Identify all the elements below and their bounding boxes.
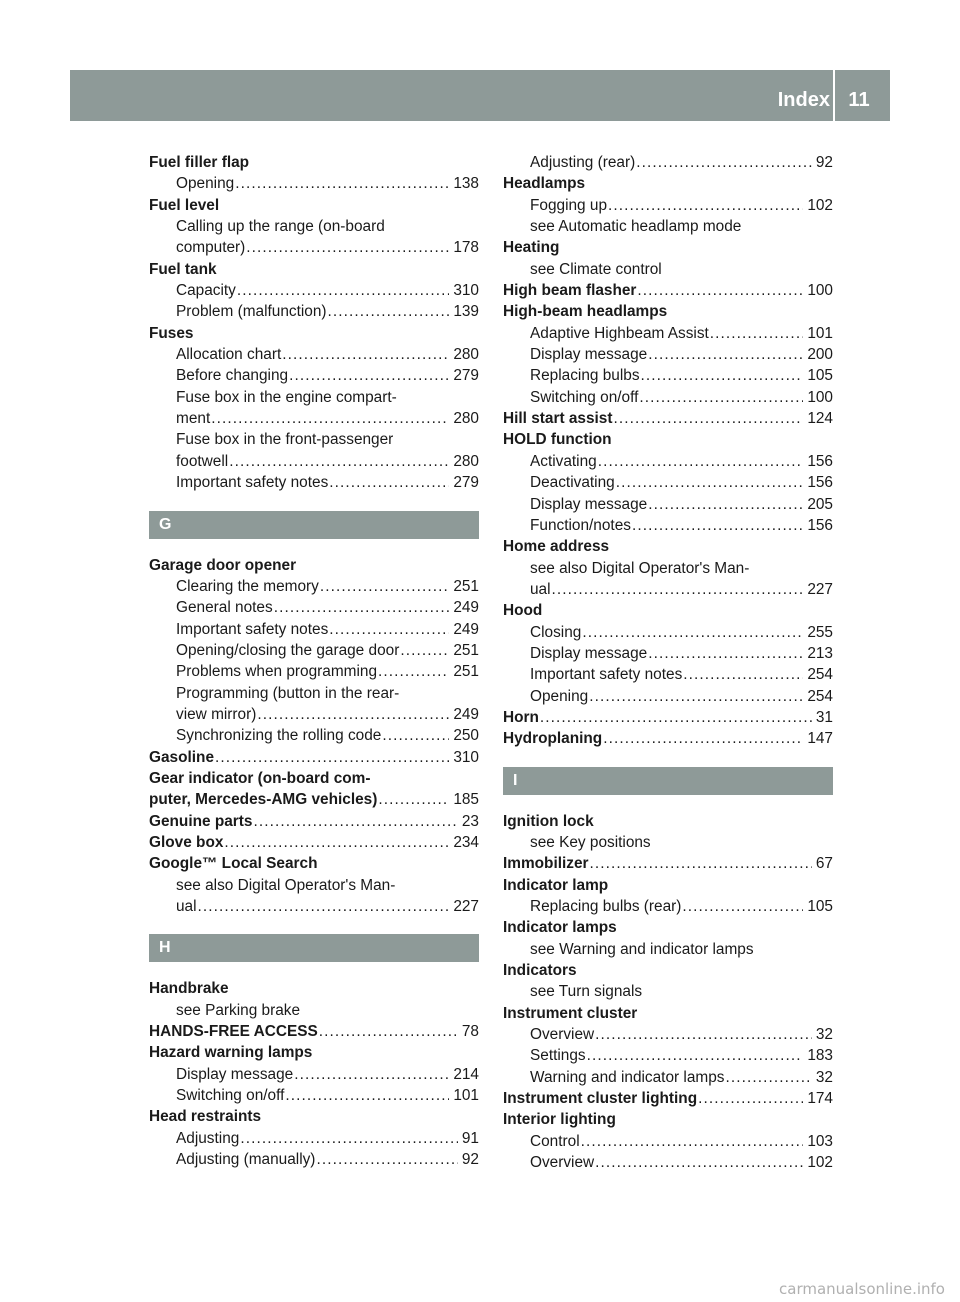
index-subentry[interactable] (149, 173, 479, 194)
page-reference[interactable]: 227 (453, 898, 479, 915)
index-subentry (149, 875, 479, 896)
entry-label: Display message (176, 1065, 294, 1083)
page-reference[interactable]: 156 (807, 474, 833, 492)
entry-label: Home address (503, 538, 610, 556)
page-reference[interactable]: 139 (453, 303, 479, 321)
index-subentry[interactable] (503, 1131, 833, 1152)
dot-leader (631, 515, 803, 536)
page-reference[interactable]: 105 (807, 898, 833, 915)
entry-label: Switching on/off (530, 388, 639, 406)
page-reference[interactable]: 100 (807, 388, 833, 406)
entry-label: Allocation chart (176, 346, 282, 364)
index-subentry (149, 387, 479, 408)
dot-leader (328, 619, 449, 640)
index-entry (503, 173, 833, 194)
entry-label: Google™ Local Search (149, 855, 318, 873)
page-reference[interactable]: 213 (807, 644, 833, 662)
entry-label: Instrument cluster lighting (503, 1090, 698, 1108)
dot-leader (647, 344, 803, 365)
entry-label: Adaptive Highbeam Assist (530, 324, 709, 342)
page-reference[interactable]: 280 (453, 452, 479, 470)
dot-leader (234, 173, 449, 194)
entry-label: Garage door opener (149, 556, 297, 574)
index-subentry[interactable] (149, 597, 479, 618)
entry-label: Warning and indicator lamps (530, 1068, 725, 1086)
index-subentry[interactable] (149, 1064, 479, 1085)
entry-label: Synchronizing the rolling code (176, 727, 382, 745)
page-reference[interactable]: 103 (807, 1132, 833, 1150)
index-subentry[interactable] (503, 344, 833, 365)
entry-label: Activating (530, 452, 597, 470)
index-entry (149, 323, 479, 344)
dot-leader (551, 579, 804, 600)
index-entry (503, 301, 833, 322)
index-entry[interactable] (503, 280, 833, 301)
entry-label: Gear indicator (on-board com- (149, 769, 371, 787)
index-entry[interactable] (149, 789, 479, 810)
index-subentry[interactable] (503, 451, 833, 472)
index-subentry[interactable] (149, 704, 479, 725)
entry-label: computer) (176, 239, 246, 257)
index-entry (149, 1042, 479, 1063)
page-reference[interactable]: 92 (815, 154, 833, 171)
index-subentry[interactable] (503, 1152, 833, 1173)
page-reference[interactable]: 254 (807, 687, 833, 705)
index-subentry[interactable] (149, 640, 479, 661)
page-reference[interactable]: 255 (807, 623, 833, 641)
index-entry (503, 1003, 833, 1024)
index-subentry (503, 981, 833, 1002)
index-subentry[interactable] (503, 579, 833, 600)
entry-label: Adjusting (manually) (176, 1151, 316, 1169)
page-reference[interactable]: 78 (461, 1023, 479, 1041)
entry-label: Genuine parts (149, 812, 253, 830)
page-reference[interactable]: 102 (807, 196, 833, 214)
entry-label: Handbrake (149, 980, 229, 998)
dot-leader (581, 622, 803, 643)
entry-label: HOLD function (503, 431, 612, 449)
index-entry (503, 429, 833, 450)
entry-label: Important safety notes (530, 666, 683, 684)
entry-label: Headlamps (503, 175, 586, 193)
entry-label: ual (530, 580, 551, 598)
page-reference[interactable]: 91 (461, 1129, 479, 1147)
index-entry[interactable] (149, 747, 479, 768)
dot-leader (647, 494, 803, 515)
page-reference[interactable]: 251 (453, 577, 479, 595)
index-entry (503, 600, 833, 621)
page-reference[interactable]: 174 (807, 1090, 833, 1108)
dot-leader (315, 1149, 457, 1170)
index-subentry (149, 1000, 479, 1021)
entry-label: Hill start assist (503, 410, 613, 428)
dot-leader (377, 789, 449, 810)
entry-label: Indicators (503, 962, 577, 980)
dot-leader (381, 725, 449, 746)
entry-label: see Automatic headlamp mode (530, 218, 742, 236)
dot-leader (594, 1024, 812, 1045)
index-subentry[interactable] (503, 365, 833, 386)
entry-label: Horn (503, 708, 539, 726)
entry-label: Hazard warning lamps (149, 1044, 313, 1062)
dot-leader (580, 1131, 804, 1152)
dot-leader (319, 576, 449, 597)
entry-label: Head restraints (149, 1108, 262, 1126)
entry-label: Glove box (149, 833, 224, 851)
entry-label: Overview (530, 1026, 595, 1044)
index-entry (503, 237, 833, 258)
index-entry (149, 152, 479, 173)
page-reference[interactable]: 124 (807, 410, 833, 428)
page-reference[interactable]: 280 (453, 410, 479, 428)
entry-label: High beam flasher (503, 282, 637, 300)
index-subentry[interactable] (503, 387, 833, 408)
index-subentry[interactable] (149, 1128, 479, 1149)
page-reference[interactable]: 32 (815, 1068, 833, 1086)
page-reference[interactable]: 249 (453, 620, 479, 638)
entry-label: Function/notes (530, 516, 631, 534)
entry-label: Fuel level (149, 196, 220, 214)
index-entry[interactable] (503, 707, 833, 728)
page-reference[interactable]: 310 (453, 748, 479, 766)
index-column-left (149, 152, 479, 1170)
dot-leader (607, 195, 803, 216)
page-number: 11 (848, 89, 870, 111)
page-reference[interactable]: 234 (453, 833, 479, 851)
entry-label: Opening (176, 175, 235, 193)
index-entry (503, 811, 833, 832)
index-subentry (149, 429, 479, 450)
index-entry[interactable] (149, 832, 479, 853)
dot-leader (597, 451, 804, 472)
dot-leader (602, 728, 803, 749)
index-subentry[interactable] (503, 1024, 833, 1045)
entry-label: Fuel filler flap (149, 154, 250, 171)
entry-label: Important safety notes (176, 620, 329, 638)
index-entry (503, 960, 833, 981)
index-entry[interactable] (503, 1088, 833, 1109)
entry-label: ment (176, 410, 211, 428)
dot-leader (697, 1088, 803, 1109)
page-reference[interactable]: 178 (453, 239, 479, 257)
index-subentry[interactable] (503, 664, 833, 685)
page-reference[interactable]: 147 (807, 730, 833, 748)
dot-leader (709, 323, 804, 344)
dot-leader (214, 747, 449, 768)
entry-label: Heating (503, 239, 560, 257)
index-subentry[interactable] (149, 661, 479, 682)
dot-leader (197, 896, 450, 917)
dot-leader (318, 1021, 458, 1042)
dot-leader (647, 643, 803, 664)
dot-leader (539, 707, 812, 728)
dot-leader (588, 686, 803, 707)
entry-label: Hydroplaning (503, 730, 603, 748)
index-entry (149, 1106, 479, 1127)
index-subentry (503, 832, 833, 853)
entry-label: Problem (malfunction) (176, 303, 327, 321)
page-reference[interactable]: 251 (453, 641, 479, 659)
index-entry (149, 978, 479, 999)
dot-leader (328, 472, 449, 493)
index-subentry[interactable] (149, 576, 479, 597)
index-subentry (503, 216, 833, 237)
index-subentry[interactable] (149, 301, 479, 322)
entry-label: Interior lighting (503, 1111, 616, 1129)
page-reference[interactable]: 183 (807, 1047, 833, 1065)
index-entry[interactable] (149, 1021, 479, 1042)
entry-label: Deactivating (530, 474, 615, 492)
page-reference[interactable]: 101 (807, 324, 833, 342)
dot-leader (245, 237, 449, 258)
index-subentry[interactable] (503, 152, 833, 173)
page-reference[interactable]: 250 (453, 727, 479, 745)
entry-label: see Climate control (530, 260, 662, 278)
index-entry (503, 875, 833, 896)
entry-label: General notes (176, 599, 273, 617)
entry-label: Fogging up (530, 196, 608, 214)
dot-leader (239, 1128, 458, 1149)
page-reference[interactable]: 279 (453, 367, 479, 385)
index-subentry[interactable] (503, 643, 833, 664)
entry-label: Control (530, 1132, 580, 1150)
dot-leader (589, 853, 812, 874)
index-subentry[interactable] (149, 344, 479, 365)
entry-label: Indicator lamp (503, 876, 609, 894)
entry-label: Immobilizer (503, 855, 589, 873)
entry-label: High-beam headlamps (503, 303, 668, 321)
index-subentry (149, 683, 479, 704)
page-reference[interactable]: 138 (453, 175, 479, 193)
page-reference[interactable]: 92 (461, 1151, 479, 1169)
entry-label: Fuses (149, 324, 194, 342)
index-subentry[interactable] (149, 472, 479, 493)
dot-leader (281, 344, 449, 365)
entry-label: Indicator lamps (503, 919, 617, 937)
index-entry[interactable] (503, 853, 833, 874)
page-reference[interactable]: 156 (807, 516, 833, 534)
entry-label: Capacity (176, 282, 236, 300)
entry-label: see Key positions (530, 833, 651, 851)
index-entry[interactable] (503, 408, 833, 429)
entry-label: Hood (503, 602, 543, 620)
entry-label: Calling up the range (on-board (176, 218, 385, 236)
index-subentry[interactable] (503, 323, 833, 344)
dot-leader (636, 280, 803, 301)
dot-leader (228, 451, 449, 472)
dot-leader (594, 1152, 803, 1173)
page-reference[interactable]: 102 (807, 1154, 833, 1172)
entry-label: see also Digital Operator's Man- (530, 559, 750, 577)
index-entry (149, 853, 479, 874)
page-reference[interactable]: 67 (815, 855, 833, 873)
page-reference[interactable]: 31 (815, 708, 833, 726)
dot-leader (210, 408, 449, 429)
dot-leader (638, 387, 803, 408)
entry-label: Overview (530, 1154, 595, 1172)
page-reference[interactable]: 156 (807, 452, 833, 470)
entry-label: view mirror) (176, 705, 257, 723)
index-subentry[interactable] (149, 408, 479, 429)
entry-label: see Warning and indicator lamps (530, 940, 754, 958)
dot-leader (640, 365, 804, 386)
entry-label: Fuse box in the front-passenger (176, 431, 394, 449)
index-subentry[interactable] (503, 472, 833, 493)
letter-section-band: H (149, 934, 479, 962)
entry-label: see also Digital Operator's Man- (176, 876, 396, 894)
entry-label: Settings (530, 1047, 586, 1065)
dot-leader (256, 704, 449, 725)
page-reference[interactable]: 310 (453, 282, 479, 300)
index-subentry[interactable] (503, 515, 833, 536)
dot-leader (613, 408, 804, 429)
letter-section-band: I (503, 767, 833, 795)
entry-label: Replacing bulbs (rear) (530, 898, 682, 915)
entry-label: Programming (button in the rear- (176, 684, 400, 702)
index-entry (503, 1109, 833, 1130)
entry-label: footwell (176, 452, 229, 470)
index-entry (149, 555, 479, 576)
entry-label: Ignition lock (503, 812, 594, 830)
entry-label: Instrument cluster (503, 1004, 638, 1022)
watermark: carmanualsonline.info (779, 1280, 945, 1298)
page-reference[interactable]: 101 (453, 1087, 479, 1105)
entry-label: Switching on/off (176, 1087, 285, 1105)
index-subentry (503, 939, 833, 960)
entry-label: Important safety notes (176, 474, 329, 492)
entry-label: Display message (530, 495, 648, 513)
dot-leader (681, 896, 803, 917)
header-divider (833, 70, 835, 121)
index-subentry[interactable] (149, 725, 479, 746)
page-reference[interactable]: 214 (453, 1065, 479, 1083)
dot-leader (327, 301, 450, 322)
page-reference[interactable]: 100 (807, 282, 833, 300)
dot-leader (273, 597, 450, 618)
entry-label: Replacing bulbs (530, 367, 640, 385)
entry-label: Display message (530, 644, 648, 662)
entry-label: Before changing (176, 367, 289, 385)
index-entry (149, 768, 479, 789)
entry-label: Display message (530, 346, 648, 364)
dot-leader (635, 152, 812, 173)
letter-section-band: G (149, 511, 479, 539)
entry-label: Opening (530, 687, 589, 705)
index-subentry[interactable] (149, 280, 479, 301)
dot-leader (284, 1085, 449, 1106)
dot-leader (288, 365, 449, 386)
index-subentry[interactable] (503, 494, 833, 515)
entry-label: Opening/closing the garage door (176, 641, 400, 659)
page-reference[interactable]: 279 (453, 474, 479, 492)
entry-label: Closing (530, 623, 582, 641)
entry-label: Fuse box in the engine compart- (176, 388, 397, 406)
page-reference[interactable]: 105 (807, 367, 833, 385)
index-subentry (503, 558, 833, 579)
index-subentry[interactable] (503, 1045, 833, 1066)
index-subentry (149, 216, 479, 237)
entry-label: Problems when programming (176, 663, 378, 681)
index-subentry[interactable] (149, 619, 479, 640)
index-column-right (503, 152, 833, 1173)
index-subentry[interactable] (503, 622, 833, 643)
entry-label: HANDS-FREE ACCESS (149, 1023, 318, 1041)
index-subentry[interactable] (503, 896, 833, 917)
dot-leader (399, 640, 449, 661)
page-reference[interactable]: 249 (453, 599, 479, 617)
page-reference[interactable]: 254 (807, 666, 833, 684)
index-subentry[interactable] (149, 451, 479, 472)
index-subentry[interactable] (149, 1085, 479, 1106)
entry-label: see Turn signals (530, 983, 643, 1001)
dot-leader (236, 280, 449, 301)
index-entry (503, 917, 833, 938)
index-subentry[interactable] (149, 237, 479, 258)
index-subentry[interactable] (503, 686, 833, 707)
page-reference[interactable]: 200 (807, 346, 833, 364)
dot-leader (377, 661, 449, 682)
dot-leader (252, 811, 457, 832)
index-entry[interactable] (149, 811, 479, 832)
index-subentry (503, 259, 833, 280)
page-reference[interactable]: 23 (461, 812, 479, 830)
page-reference[interactable]: 205 (807, 495, 833, 513)
dot-leader (615, 472, 804, 493)
page-reference[interactable]: 227 (807, 580, 833, 598)
entry-label: Gasoline (149, 748, 215, 766)
index-subentry[interactable] (149, 1149, 479, 1170)
entry-label: Fuel tank (149, 260, 217, 278)
entry-label: Adjusting (rear) (530, 154, 636, 171)
index-subentry[interactable] (149, 896, 479, 917)
index-subentry[interactable] (149, 365, 479, 386)
entry-label: Adjusting (176, 1129, 240, 1147)
page-reference[interactable]: 280 (453, 346, 479, 364)
page-reference[interactable]: 32 (815, 1026, 833, 1044)
page-reference[interactable]: 185 (453, 791, 479, 809)
dot-leader (223, 832, 449, 853)
index-entry (149, 259, 479, 280)
dot-leader (586, 1045, 804, 1066)
entry-label: puter, Mercedes-AMG vehicles) (149, 791, 378, 809)
index-subentry[interactable] (503, 1067, 833, 1088)
dot-leader (682, 664, 803, 685)
dot-leader (293, 1064, 449, 1085)
page-reference[interactable]: 249 (453, 705, 479, 723)
page-reference[interactable]: 251 (453, 663, 479, 681)
entry-label: ual (176, 898, 197, 915)
dot-leader (724, 1067, 811, 1088)
entry-label: see Parking brake (176, 1001, 301, 1019)
section-title: Index (777, 89, 830, 111)
index-entry (503, 536, 833, 557)
index-entry (149, 195, 479, 216)
index-subentry[interactable] (503, 195, 833, 216)
index-entry[interactable] (503, 728, 833, 749)
entry-label: Clearing the memory (176, 577, 319, 595)
